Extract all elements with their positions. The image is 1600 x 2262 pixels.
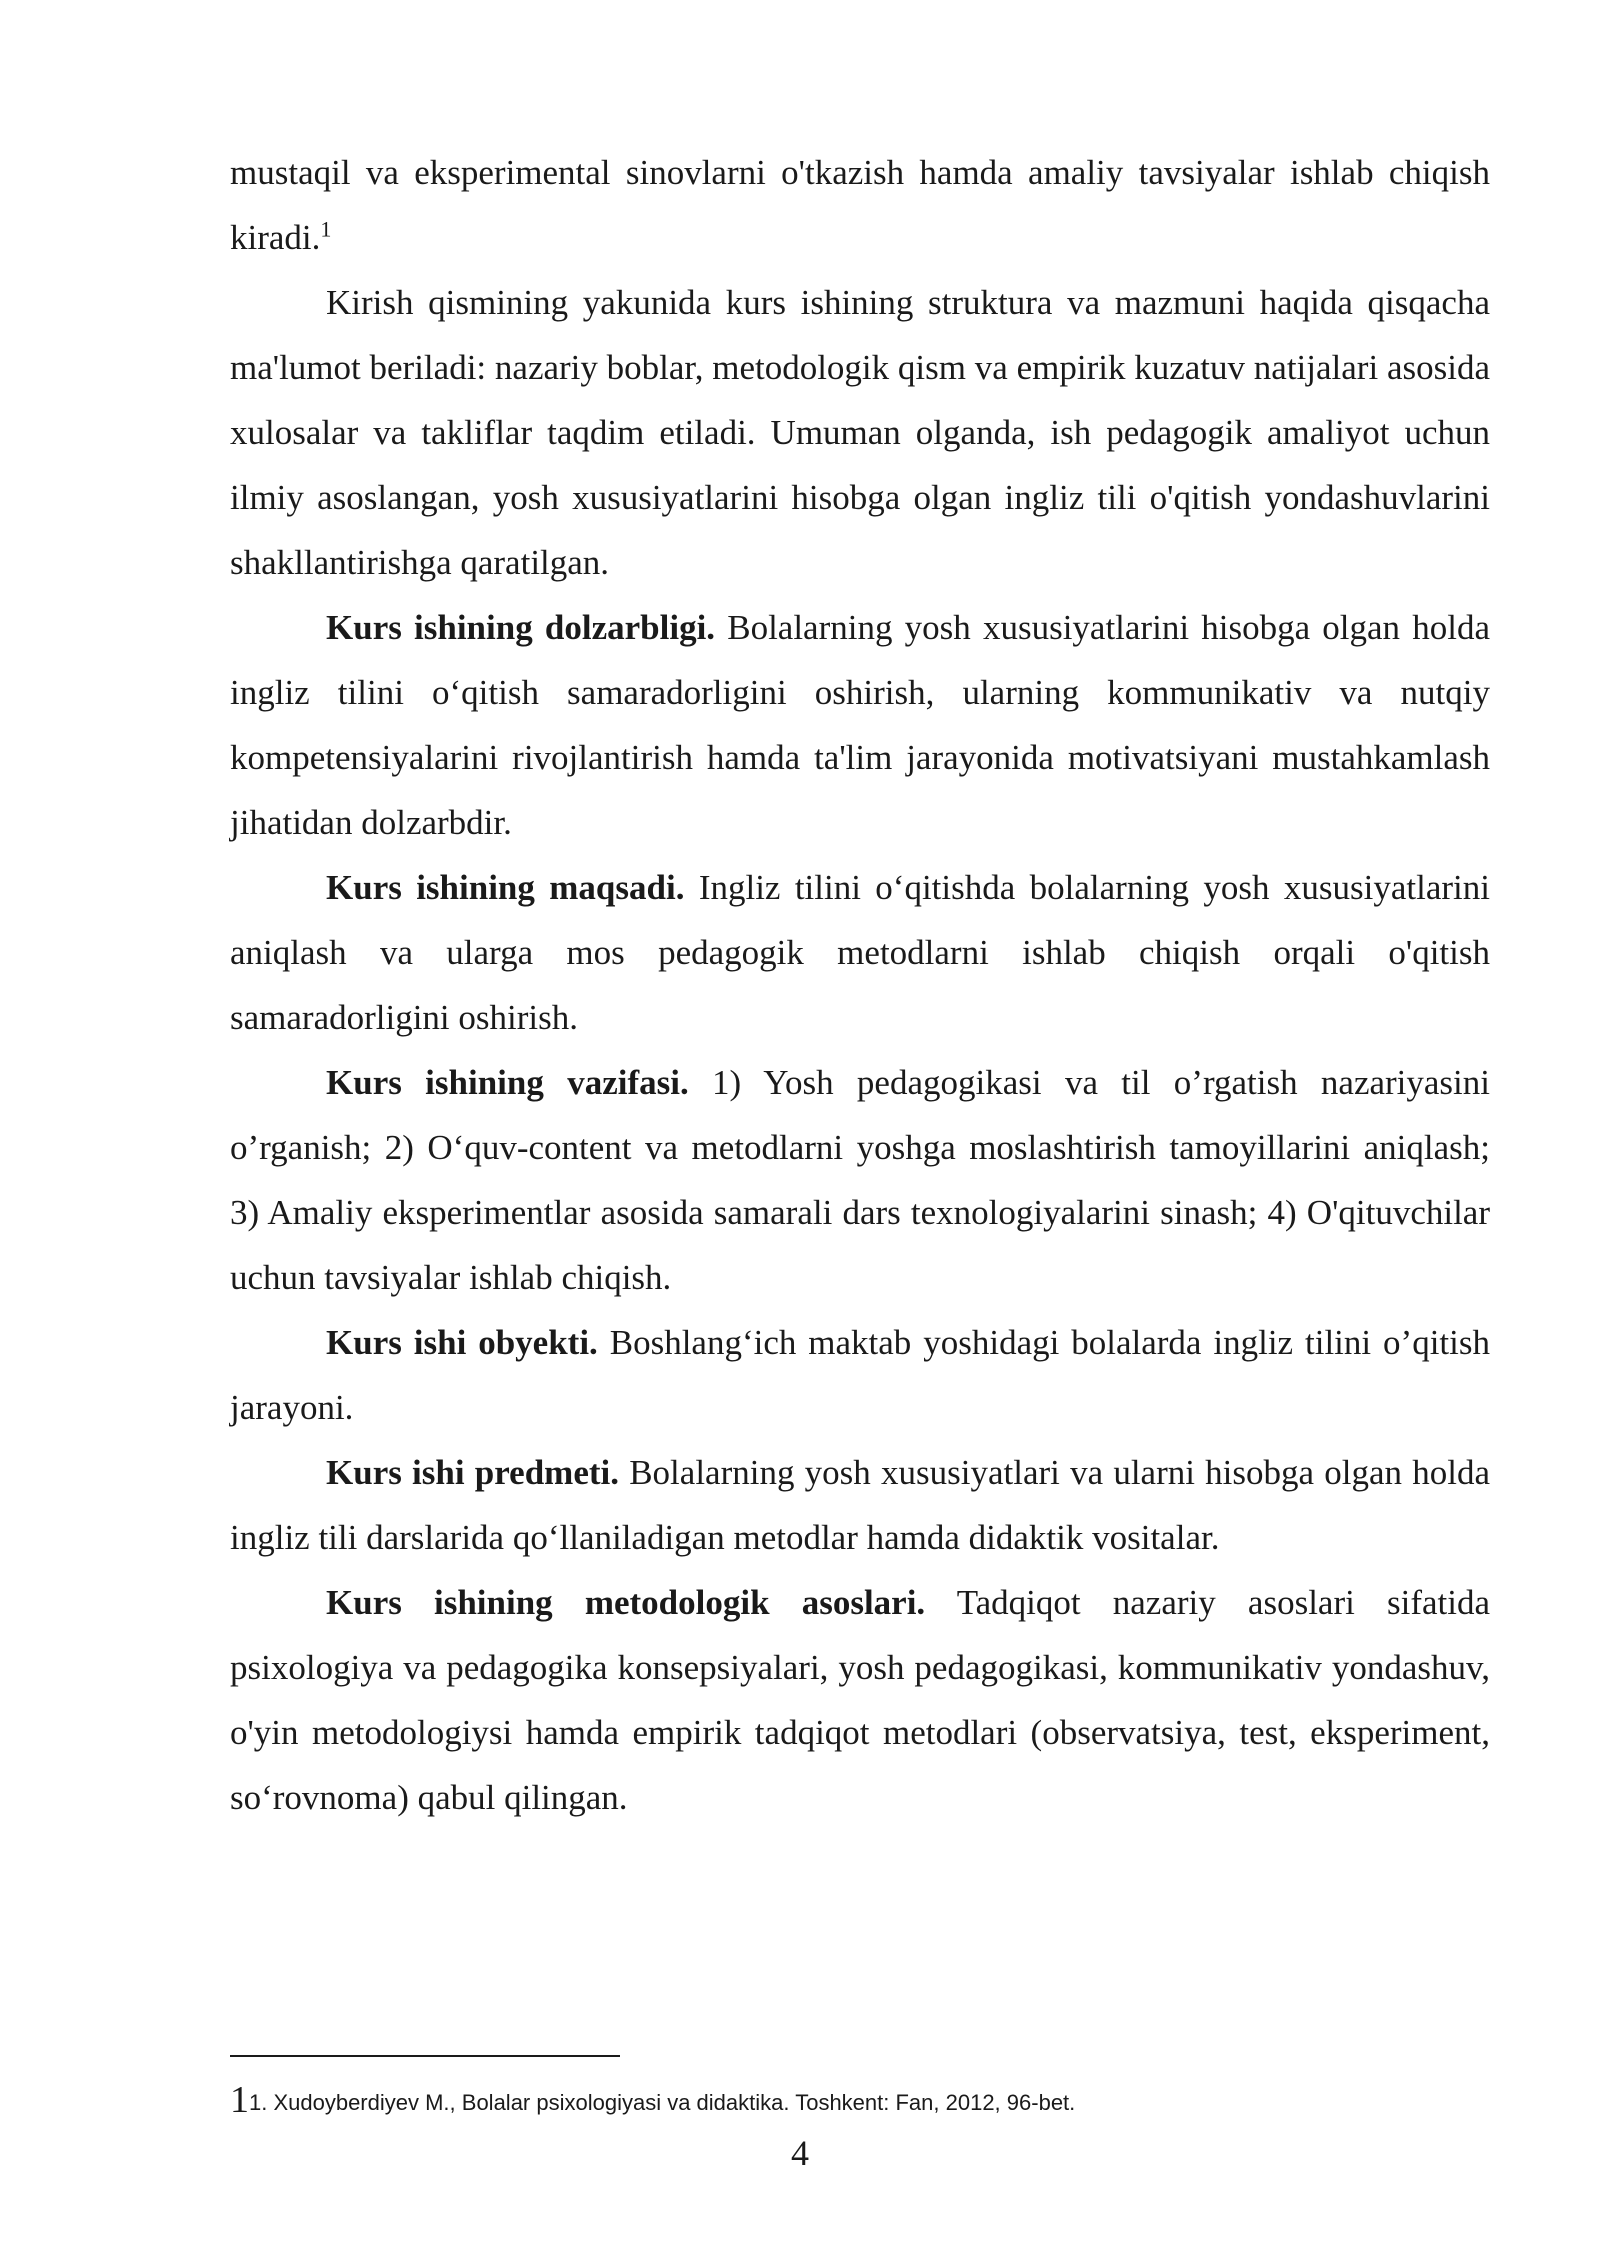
paragraph-text: Boshlang‘ich maktab yoshidagi bolalarda ingliz tilini o’qitish jarayoni. — [230, 1323, 1490, 1427]
paragraph-relevance — [230, 595, 1490, 855]
page-number: 4 — [791, 2133, 809, 2173]
footnote — [230, 2080, 1490, 2123]
paragraph-heading: Kurs ishining metodologik asoslari. — [326, 1583, 926, 1622]
paragraph-heading: Kurs ishining vazifasi. — [326, 1063, 689, 1102]
paragraph-tasks — [230, 1050, 1490, 1310]
paragraph-text: Bolalarning yosh xususiyatlari va ularni hisobga olgan holda ingliz tili darslarida qo‘llaniladigan metodlar hamda didaktik vositalar. — [230, 1453, 1490, 1557]
paragraph-heading: Kurs ishining maqsadi. — [326, 868, 685, 907]
paragraph-heading: Kurs ishi obyekti. — [326, 1323, 598, 1362]
paragraph-text: 1) Yosh pedagogikasi va til o’rgatish nazariyasini o’rganish; 2) O‘quv-content va metodlarni yoshga moslashtirish tamoyillarini aniqlash; 3) Amaliy eksperimentlar asosida samarali dars texnologiyalarini sinash; 4) O'qituvchilar uchun tavsiyalar ishlab chiqish. — [230, 1063, 1490, 1297]
paragraph-heading: Kurs ishining dolzarbligi. — [326, 608, 716, 647]
paragraph-text: Tadqiqot nazariy asoslari sifatida psixologiya va pedagogika konsepsiyalari, yosh pedagogikasi, kommunikativ yondashuv, o'yin metodologiysi hamda empirik tadqiqot metodlari (observatsiya, test, eksperiment, so‘rovnoma) qabul qilingan. — [230, 1583, 1490, 1817]
paragraph-text: Ingliz tilini o‘qitishda bolalarning yosh xususiyatlarini aniqlash va ularga mos pedagogik metodlarni ishlab chiqish orqali o'qitish samaradorligini oshirish. — [230, 868, 1490, 1037]
footnote-text: 1. Xudoyberdiyev M., Bolalar psixologiyasi va didaktika. Toshkent: Fan, 2012, 96-bet. — [249, 2090, 1076, 2115]
paragraph-text: Kirish qismining yakunida kurs ishining struktura va mazmuni haqida qisqacha ma'lumot beriladi: nazariy boblar, metodologik qism va empirik kuzatuv natijalari asosida xulosalar va takliflar taqdim etiladi. Umuman olganda, ish pedagogik amaliyot uchun ilmiy asoslangan, yosh xususiyatlarini hisobga olgan ingliz tili o'qitish yondashuvlarini shakllantirishga qaratilgan. — [230, 283, 1490, 582]
paragraph-heading: Kurs ishi predmeti. — [326, 1453, 619, 1492]
paragraph-methodology — [230, 1570, 1490, 1830]
paragraph-text: Bolalarning yosh xususiyatlarini hisobga olgan holda ingliz tilini o‘qitish samaradorligini oshirish, ularning kommunikativ va nutqiy kompetensiyalarini rivojlantirish hamda ta'lim jarayonida motivatsiyani mustahkamlash jihatidan dolzarbdir. — [230, 608, 1490, 842]
paragraph-text: mustaqil va eksperimental sinovlarni o'tkazish hamda amaliy tavsiyalar ishlab chiqish kiradi. — [230, 153, 1490, 257]
paragraph-intro-continuation — [230, 140, 1490, 270]
page-body — [230, 140, 1490, 1830]
paragraph-object — [230, 1310, 1490, 1440]
paragraph-subject — [230, 1440, 1490, 1570]
footnote-mark: 1 — [230, 2079, 249, 2121]
paragraph-goal — [230, 855, 1490, 1050]
paragraph-structure-summary — [230, 270, 1490, 595]
footnote-divider — [230, 2055, 620, 2057]
footnote-reference: 1 — [320, 216, 332, 242]
